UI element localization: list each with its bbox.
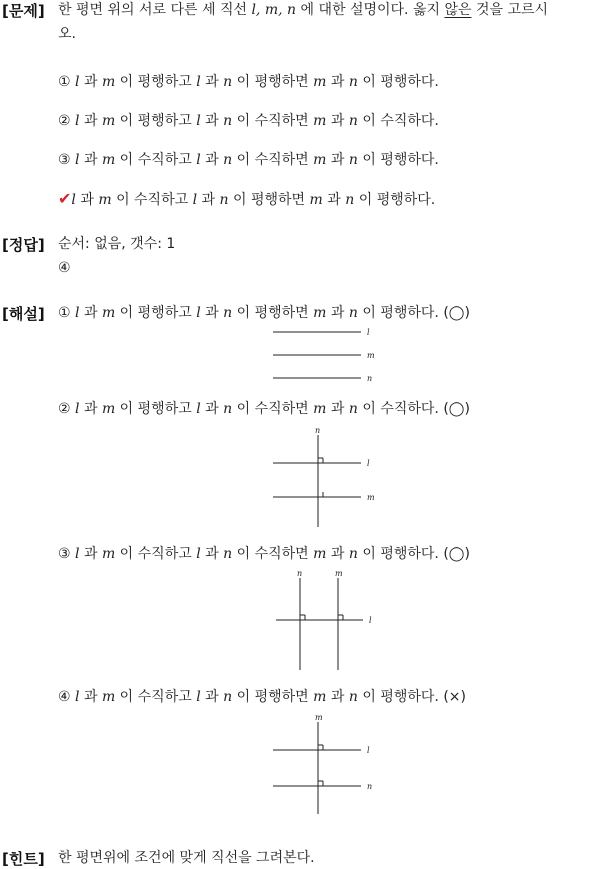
figure-2-perpendicular-lines <box>270 425 380 530</box>
answer-summary: 순서: 없음, 갯수: 1 <box>58 236 176 252</box>
option-2[interactable]: ② l 과 m 이 평행하고 l 과 n 이 수직하면 m 과 n 이 수직하다. <box>58 113 439 129</box>
line-label-l: l <box>367 746 370 755</box>
line-label-n: n <box>297 569 303 578</box>
figure-3-two-perpendiculars <box>270 568 380 673</box>
problem-stem-line1: 한 평면 위의 서로 다른 세 직선 l, m, n 에 대한 설명이다. 옳지 않은 것을 고르시 <box>58 2 549 18</box>
option-4[interactable]: ✔l 과 m 이 수직하고 l 과 n 이 평행하면 m 과 n 이 평행하다. <box>58 189 436 208</box>
problem-label: [문제] <box>2 2 45 20</box>
check-icon: ✔ <box>58 189 72 208</box>
option-number: ① <box>58 74 71 90</box>
answer-choice: ④ <box>58 260 71 276</box>
line-label-n: n <box>367 374 373 383</box>
explanation-3: ③ l 과 m 이 수직하고 l 과 n 이 수직하면 m 과 n 이 평행하다. (◯) <box>58 546 470 562</box>
explanation-2: ② l 과 m 이 평행하고 l 과 n 이 수직하면 m 과 n 이 수직하다. (◯) <box>58 401 470 417</box>
answer-label: [정답] <box>2 236 45 254</box>
problem-stem-line2: 오. <box>58 26 76 42</box>
line-label-n: n <box>315 426 321 435</box>
option-1[interactable]: ① l 과 m 이 평행하고 l 과 n 이 평행하면 m 과 n 이 평행하다. <box>58 74 439 90</box>
option-number: ③ <box>58 152 71 168</box>
explanation-1: ① l 과 m 이 평행하고 l 과 n 이 평행하면 m 과 n 이 평행하다. (◯) <box>58 305 470 321</box>
hint-text: 한 평면위에 조건에 맞게 직선을 그려본다. <box>58 850 315 866</box>
line-label-l: l <box>367 328 370 337</box>
figure-1-parallel-lines <box>270 325 380 383</box>
line-label-m: m <box>367 351 375 360</box>
explanation-label: [해설] <box>2 305 45 323</box>
line-label-m: m <box>335 569 343 578</box>
option-number: ② <box>58 113 71 129</box>
line-label-m: m <box>315 713 323 722</box>
hint-label: [힌트] <box>2 850 45 868</box>
line-label-l: l <box>369 616 372 625</box>
line-label-m: m <box>367 493 375 502</box>
explanation-4: ④ l 과 m 이 수직하고 l 과 n 이 평행하면 m 과 n 이 평행하다. (×) <box>58 689 466 705</box>
line-label-l: l <box>367 459 370 468</box>
option-3[interactable]: ③ l 과 m 이 수직하고 l 과 n 이 수직하면 m 과 n 이 평행하다. <box>58 152 439 168</box>
line-label-n: n <box>367 782 373 791</box>
figure-4-counterexample <box>270 712 380 817</box>
